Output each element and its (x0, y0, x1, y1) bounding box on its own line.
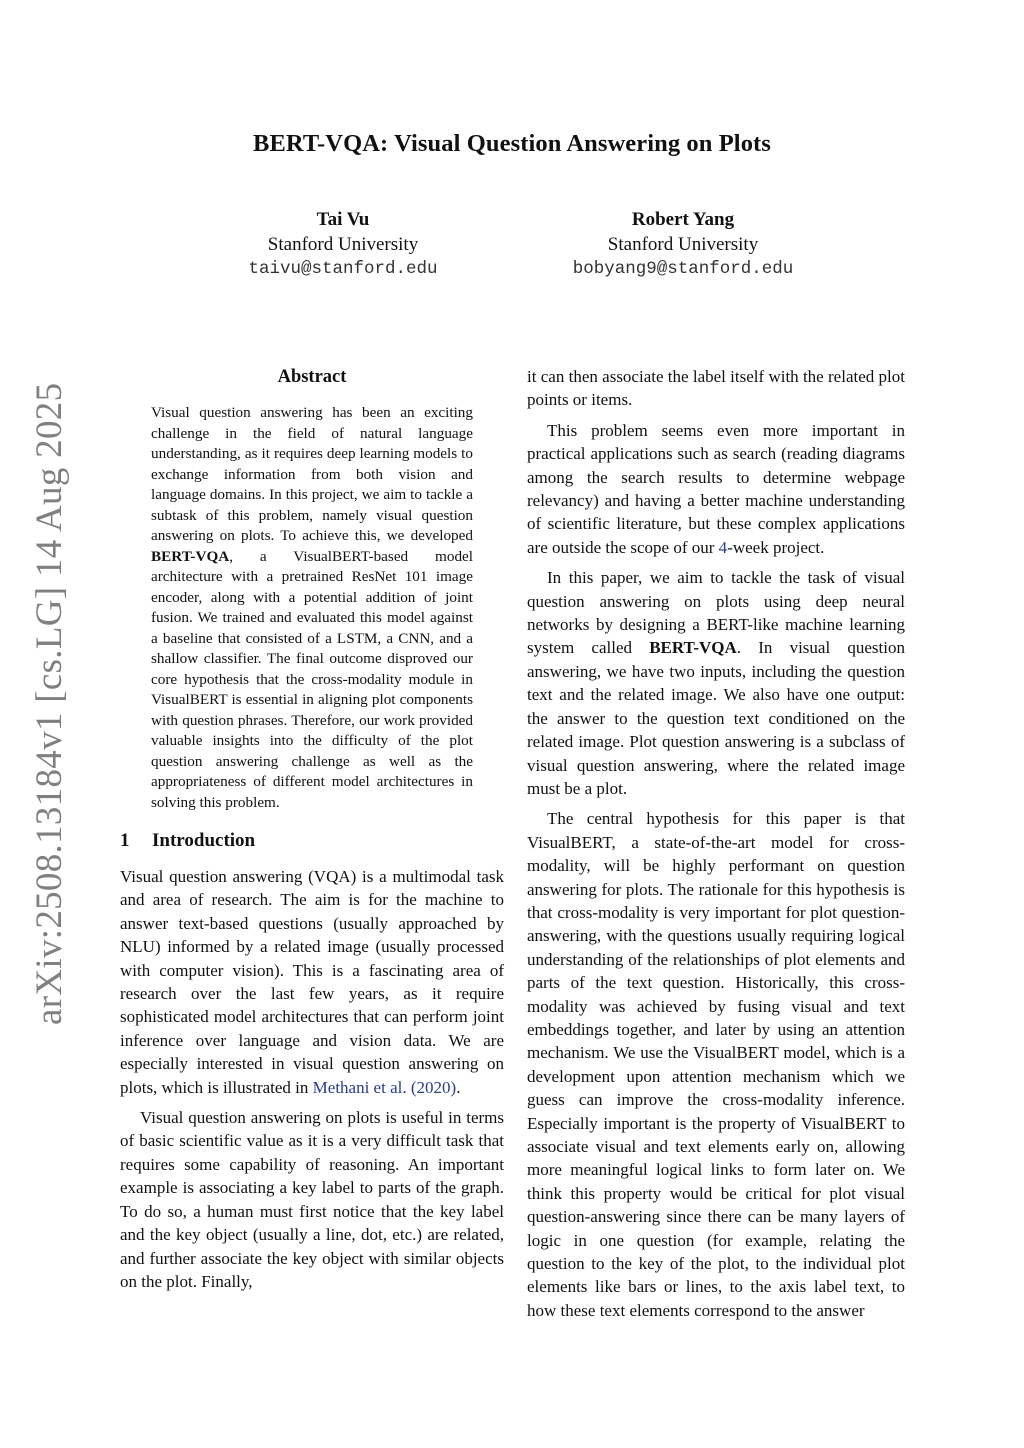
section-title: Introduction (152, 830, 256, 851)
paragraph: Visual question answering (VQA) is a multimodal task and area of research. The aim is for the machine to answer text-based questions (usually approached by NLU) informed by a related image (usually processed with computer vision). This is a fascinating area of research over the last few years, as it require sophisticated model architectures that can perform joint inference over language and vision data. We are especially interested in visual question answering on plots, which is illustrated in Methani et al. (2020). (120, 867, 504, 1097)
author-block-1 (178, 207, 508, 282)
citation-link[interactable]: Methani et al. (2020) (312, 1077, 457, 1097)
author-email[interactable]: taivu@stanford.edu (248, 259, 438, 279)
paragraph-text: This problem seems even more important in practical applications such as search (reading diagrams among the search results to determine webpage relevancy) and having a better machine understanding of scientific literature, but these complex applications are outside the scope of our (527, 420, 905, 557)
section-heading-introduction (120, 829, 504, 853)
paragraph (527, 419, 905, 559)
paragraph: The central hypothesis for this paper is that VisualBERT, a state-of-the-art model for cross-modality, will be highly performant on question answering for plots. The rationale for this hypothesis is that cross-modality is very important for plot question-answering, with the questions usually requiring logical understanding of the relationships of plot elements and parts of the text question. Historically, this cross-modality was achieved by fusing visual and text embeddings together, and later by using an attention mechanism. We use the VisualBERT model, which is a development upon attention mechanism which we guess can improve the cross-modality inference. Especially important is the property of VisualBERT to associate visual and text elements early on, allowing more meaningful logical links to form later on. We think this property would be critical for plot visual question-answering since there can be many layers of logic in one question (for example, relating the question to the key of the plot, to the individual plot elements like bars or lines, to the axis label text, to how these text elements correspond to the answer (527, 809, 905, 1320)
right-column (527, 365, 905, 1329)
author-name: Tai Vu (316, 209, 370, 230)
abstract-text: , a VisualBERT-based model architecture with a pretrained ResNet 101 image encoder, along with a potential addition of joint fusion. We trained and evaluated this model against a baseline that consisted of a LSTM, a CNN, and a shallow classifier. The final outcome disproved our core hypothesis that the cross-modality module in VisualBERT is essential in aligning plot components with question phrases. Therefore, our work provided valuable insights into the difficulty of the plot question answering challenge as well as the appropriateness of different model architectures in solving this problem. (151, 547, 473, 811)
arxiv-identifier: arXiv:2508.13184v1 [cs.LG] 14 Aug 2025 (29, 382, 70, 1025)
abstract-model-name: BERT-VQA (151, 547, 230, 565)
author-affiliation: Stanford University (267, 234, 419, 255)
author-affiliation: Stanford University (607, 234, 759, 255)
paragraph-text: -week project. (727, 537, 825, 557)
model-name: BERT-VQA (649, 638, 737, 658)
paragraph: it can then associate the label itself with the related plot points or items. (527, 367, 905, 410)
week-count: 4 (718, 537, 728, 557)
author-email[interactable]: bobyang9@stanford.edu (572, 259, 794, 279)
author-name: Robert Yang (631, 209, 735, 230)
left-column (120, 365, 504, 1300)
citation-author[interactable]: Methani et al. (312, 1077, 407, 1097)
author-block-2 (518, 207, 848, 282)
paragraph (527, 566, 905, 800)
section-number: 1 (120, 830, 130, 851)
abstract-body (151, 403, 473, 813)
paragraph-text: . In visual question answering, we have two inputs, including the question text and the related image. We also have one output: the answer to the question text conditioned on the related image. Plot question answering is a subclass of visual question answering, where the related image must be a plot. (527, 638, 905, 798)
citation-year[interactable]: 2020 (416, 1077, 451, 1097)
abstract-text: Visual question answering has been an exciting challenge in the field of natural language understanding, as it requires deep learning models to exchange information from both vision and language domains. In this project, we aim to tackle a subtask of this problem, namely visual question answering on plots. To achieve this, we developed (151, 404, 473, 544)
paragraph-text: Visual question answering (VQA) is a multimodal task and area of research. The aim is for the machine to answer text-based questions (usually approached by NLU) informed by a related image (usually processed with computer vision). This is a fascinating area of research over the last few years, as it require sophisticated model architectures that can perform joint inference over language and vision data. We are especially interested in visual question answering on plots, which is illustrated in (120, 867, 504, 1097)
paragraph-text: In this paper, we aim to tackle the task of visual question answering on plots using deep neural networks by designing a BERT-like machine learning system called (527, 568, 905, 658)
paper-title: BERT-VQA: Visual Question Answering on Plots (253, 130, 771, 157)
abstract-heading: Abstract (277, 367, 347, 387)
paragraph: Visual question answering on plots is useful in terms of basic scientific value as it is a very difficult task that requires some capability of reasoning. An important example is associating a key label to parts of the graph. To do so, a human must first notice that the key label and the key object (usually a line, dot, etc.) are related, and further associate the key object with similar objects on the plot. Finally, (120, 1108, 504, 1291)
